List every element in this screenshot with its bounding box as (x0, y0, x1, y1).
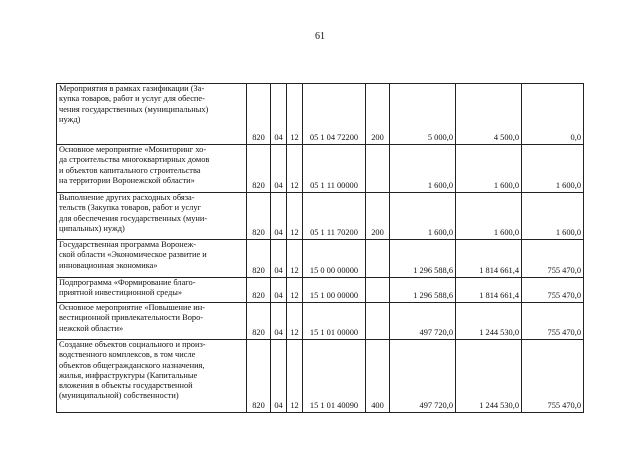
expense-type-cell (366, 145, 390, 193)
amount-year3-cell: 755 470,0 (522, 340, 584, 413)
amount-year1-cell: 1 296 588,6 (390, 278, 456, 303)
item-name-cell (57, 193, 247, 240)
amount-year3-cell: 0,0 (522, 84, 584, 145)
amount-year3-cell: 755 470,0 (522, 240, 584, 278)
subsection-code-cell: 12 (287, 278, 303, 303)
item-name-line: Подпрограмма «Формирование благо- (59, 278, 196, 287)
item-name-line: тельств (Закупка товаров, работ и услуг (59, 203, 201, 213)
item-name-line: да строительства многоквартирных домов (59, 155, 210, 165)
table-row (57, 193, 584, 240)
item-name-cell (57, 145, 247, 193)
item-name-line: ской области «Экономическое развитие и (59, 250, 207, 260)
amount-year3-cell: 755 470,0 (522, 303, 584, 340)
item-name-line: ципальных) нужд) (59, 223, 125, 233)
ved-code-cell: 820 (247, 193, 271, 240)
table-row (57, 278, 584, 303)
item-name-line: жилья, инфраструктуры (Капитальные (59, 370, 198, 380)
item-name-line: (муниципальной) собственности) (59, 391, 179, 401)
item-name-line: Мероприятия в рамках газификации (За- (59, 84, 205, 93)
amount-year2-cell: 1 244 530,0 (456, 303, 522, 340)
amount-year2-cell: 1 600,0 (456, 145, 522, 193)
subsection-code-cell: 12 (287, 303, 303, 340)
item-name-line: Основное мероприятие «Повышение ин- (59, 303, 206, 312)
target-article-cell: 05 1 04 72200 (303, 84, 366, 145)
item-name-line: вложения в объекты государственной (59, 381, 193, 391)
amount-year2-cell: 4 500,0 (456, 84, 522, 145)
item-name-line: чения государственных (муниципальных) (59, 104, 209, 114)
expense-type-cell: 400 (366, 340, 390, 413)
item-name-line: объектов общегражданского назначения, (59, 360, 205, 370)
target-article-cell: 15 0 00 00000 (303, 240, 366, 278)
item-name-line: нужд) (59, 114, 81, 124)
table-row (57, 84, 584, 145)
expense-type-cell: 200 (366, 84, 390, 145)
target-article-cell: 15 1 00 00000 (303, 278, 366, 303)
item-name-line: инновационная экономика» (59, 260, 158, 270)
item-name-line: приятной инвестиционной среды» (59, 288, 183, 298)
item-name-cell (57, 303, 247, 340)
section-code-cell: 04 (271, 340, 287, 413)
section-code-cell: 04 (271, 145, 287, 193)
ved-code-cell: 820 (247, 84, 271, 145)
section-code-cell: 04 (271, 278, 287, 303)
amount-year1-cell: 1 600,0 (390, 193, 456, 240)
ved-code-cell: 820 (247, 303, 271, 340)
subsection-code-cell: 12 (287, 193, 303, 240)
amount-year1-cell: 497 720,0 (390, 303, 456, 340)
item-name-line: и объектов капитального строительства (59, 165, 201, 175)
amount-year2-cell: 1 814 661,4 (456, 278, 522, 303)
item-name-line: Государственная программа Воронеж- (59, 240, 197, 249)
amount-year1-cell: 1 600,0 (390, 145, 456, 193)
subsection-code-cell: 12 (287, 145, 303, 193)
expense-type-cell (366, 303, 390, 340)
amount-year3-cell: 1 600,0 (522, 145, 584, 193)
amount-year1-cell: 5 000,0 (390, 84, 456, 145)
target-article-cell: 05 1 11 70200 (303, 193, 366, 240)
item-name-line: Создание объектов социального и произ- (59, 340, 206, 349)
table-row (57, 303, 584, 340)
amount-year3-cell: 1 600,0 (522, 193, 584, 240)
item-name-cell (57, 240, 247, 278)
amount-year1-cell: 1 296 588,6 (390, 240, 456, 278)
subsection-code-cell: 12 (287, 240, 303, 278)
item-name-line: водственного комплексов, в том числе (59, 350, 196, 360)
expense-type-cell: 200 (366, 193, 390, 240)
ved-code-cell: 820 (247, 145, 271, 193)
item-name-line: купка товаров, работ и услуг для обеспе- (59, 94, 205, 104)
item-name-line: на территории Воронежской области» (59, 175, 195, 185)
amount-year2-cell: 1 244 530,0 (456, 340, 522, 413)
table-row (57, 340, 584, 413)
expense-type-cell (366, 240, 390, 278)
target-article-cell: 05 1 11 00000 (303, 145, 366, 193)
amount-year3-cell: 755 470,0 (522, 278, 584, 303)
amount-year2-cell: 1 814 661,4 (456, 240, 522, 278)
item-name-line: нежской области» (59, 323, 124, 333)
ved-code-cell: 820 (247, 278, 271, 303)
item-name-cell (57, 340, 247, 413)
section-code-cell: 04 (271, 303, 287, 340)
target-article-cell: 15 1 01 00000 (303, 303, 366, 340)
subsection-code-cell: 12 (287, 340, 303, 413)
amount-year2-cell: 1 600,0 (456, 193, 522, 240)
item-name-line: вестиционной привлекательности Воро- (59, 313, 204, 323)
section-code-cell: 04 (271, 84, 287, 145)
amount-year1-cell: 497 720,0 (390, 340, 456, 413)
table-row (57, 145, 584, 193)
item-name-line: для обеспечения государственных (муни- (59, 213, 208, 223)
ved-code-cell: 820 (247, 240, 271, 278)
item-name-line: Выполнение других расходных обяза- (59, 193, 195, 202)
item-name-cell (57, 278, 247, 303)
item-name-line: Основное мероприятие «Мониторинг хо- (59, 145, 207, 154)
target-article-cell: 15 1 01 40090 (303, 340, 366, 413)
page-number: 61 (315, 31, 325, 42)
section-code-cell: 04 (271, 193, 287, 240)
ved-code-cell: 820 (247, 340, 271, 413)
expense-type-cell (366, 278, 390, 303)
item-name-cell (57, 84, 247, 145)
table-row (57, 240, 584, 278)
budget-table (56, 83, 584, 413)
subsection-code-cell: 12 (287, 84, 303, 145)
section-code-cell: 04 (271, 240, 287, 278)
